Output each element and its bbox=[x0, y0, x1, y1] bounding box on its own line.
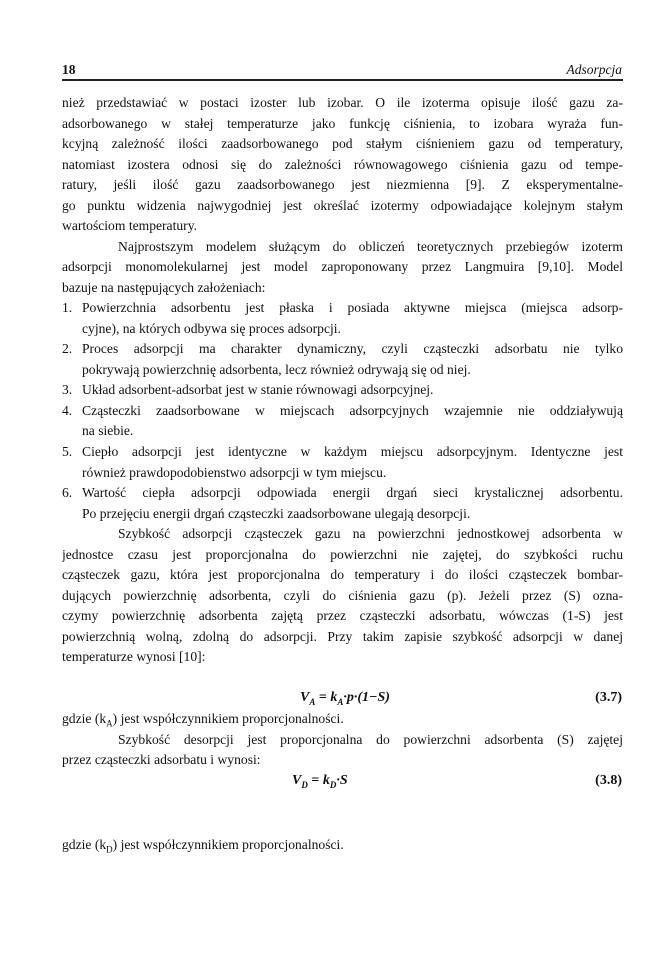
equation-3-7 bbox=[300, 690, 390, 707]
text-line: dujących powierzchnię adsorbenta, czyli do ciśnienia gazu (p). Jeżeli przez (S) ozna- bbox=[62, 587, 623, 603]
subscript: A bbox=[106, 718, 113, 729]
text-line: bazuje na następujących założeniach: bbox=[62, 279, 266, 295]
text-line: adsorbowanego w stałej temperaturze jako funkcję ciśnienia, to izobara wyraża fun- bbox=[62, 115, 623, 131]
text-line: Szybkość desorpcji jest proporcjonalna do powierzchni adsorbenta (S) zajętej bbox=[118, 731, 623, 747]
list-number: 6. bbox=[62, 485, 73, 500]
list-number: 2. bbox=[62, 341, 73, 356]
text-line bbox=[62, 837, 623, 858]
page-number: 18 bbox=[62, 62, 76, 77]
list-item-line: Powierzchnia adsorbentu jest płaska i posiada aktywne miejsca (miejsca adsorp- bbox=[82, 300, 623, 315]
text-fragment: gdzie (k bbox=[62, 837, 107, 852]
equation-number: (3.7) bbox=[595, 690, 622, 705]
list-item-line: Po przejęciu energii drgań cząsteczki zaadsorbowane ulegają desorpcji. bbox=[82, 505, 471, 521]
text-line: przez cząsteczki adsorbatu i wynosi: bbox=[62, 752, 261, 767]
eq-symbol: k bbox=[330, 690, 338, 705]
text-fragment: gdzie (k bbox=[62, 711, 107, 726]
list-item-line: pokrywają powierzchnię adsorbenta, lecz również odrywają się od niej. bbox=[82, 361, 471, 377]
list-item-line: cyjne), na których odbywa się proces adsorpcji. bbox=[82, 320, 341, 336]
list-item-line: na siebie. bbox=[82, 423, 134, 438]
list-item-line: Układ adsorbent-adsorbat jest w stanie równowagi adsorpcyjnej. bbox=[82, 382, 434, 397]
text-line: adsorpcji monomolekularnej jest model zaproponowany przez Langmuira [9,10]. Model bbox=[62, 259, 623, 274]
text-line: natomiast izostera odnosi się do zależności równowagowego ciśnienia gazu od tempe- bbox=[62, 156, 623, 172]
list-item-line: Wartość ciepła adsorpcji odpowiada energii drgań sieci krystalicznej adsorbentu. bbox=[82, 485, 623, 500]
text-line: kcyjną zależność ilości zaadsorbowanego pod stałym ciśnieniem gazu od temperatury, bbox=[62, 136, 623, 151]
text-line: czymy powierzchnię adsorbenta zajętą przez cząsteczki adsorbatu, wówczas (1-S) jest bbox=[62, 608, 623, 623]
running-title: Adsorpcja bbox=[566, 62, 622, 77]
list-item-line: również prawdopodobienstwo adsorpcji w tym miejscu. bbox=[82, 464, 387, 480]
eq-symbol: V bbox=[292, 773, 302, 788]
list-item-line: Ciepło adsorpcji jest identyczne w każdym miejscu adsorpcyjnym. Identyczne jest bbox=[82, 444, 623, 459]
text-line: Szybkość adsorpcji cząsteczek gazu na powierzchni jednostkowej adsorbenta w bbox=[118, 526, 623, 541]
list-number: 3. bbox=[62, 382, 73, 397]
eq-sign: = bbox=[307, 773, 323, 788]
eq-subscript: A bbox=[309, 696, 316, 707]
text-line: ratury, jeśli ilość gazu zaadsorbowanego jest niezmienna [9]. Z eksperymentalne- bbox=[62, 177, 623, 192]
equation-number: (3.8) bbox=[595, 773, 622, 788]
list-number: 1. bbox=[62, 300, 73, 315]
list-item-line: Proces adsorpcji ma charakter dynamiczny, czyli cząsteczki adsorbatu nie tylko bbox=[82, 341, 623, 356]
text-line: Najprostszym modelem służącym do obliczeń teoretycznych przebiegów izoterm bbox=[118, 238, 623, 254]
text-line: wartościom temperatury. bbox=[62, 218, 198, 233]
eq-symbol: ·p·(1−S) bbox=[343, 690, 390, 705]
text-line bbox=[62, 711, 623, 732]
text-line: go punktu widzenia najwygodniej jest określać izotermy odpowiadające kolejnym stałym bbox=[62, 197, 623, 213]
header-rule bbox=[62, 79, 623, 81]
text-line: temperaturze wynosi [10]: bbox=[62, 649, 206, 664]
text-fragment: ) jest współczynnikiem proporcjonalności. bbox=[112, 837, 344, 852]
equation-3-8 bbox=[292, 773, 348, 790]
eq-symbol: V bbox=[300, 690, 310, 705]
text-line: jednostce czasu jest proporcjonalna do powierzchni nie zajętej, do szybkości ruchu bbox=[62, 546, 623, 562]
list-item-line: Cząsteczki zaadsorbowane w miejscach adsorpcyjnych wzajemnie nie oddziaływują bbox=[82, 402, 623, 418]
list-number: 4. bbox=[62, 402, 73, 418]
text-line: powierzchnią wolną, zdolną do adsorpcji. Przy takim zapisie szybkość adsorpcji w danej bbox=[62, 628, 623, 644]
eq-symbol: ·S bbox=[336, 773, 348, 788]
eq-subscript: D bbox=[329, 779, 337, 790]
eq-sign: = bbox=[315, 690, 331, 705]
text-line: nież przedstawiać w postaci izoster lub izobar. O ile izoterma opisuje ilość gazu za- bbox=[62, 95, 623, 110]
eq-symbol: k bbox=[322, 773, 330, 788]
text-line: cząsteczek gazu, która jest proporcjonalna do temperatury i do ilości cząsteczek bombar- bbox=[62, 567, 623, 582]
text-fragment: ) jest współczynnikiem proporcjonalności. bbox=[112, 711, 344, 726]
eq-subscript: D bbox=[301, 779, 308, 790]
eq-subscript: A bbox=[337, 696, 344, 707]
subscript: D bbox=[106, 844, 113, 855]
list-number: 5. bbox=[62, 444, 73, 459]
